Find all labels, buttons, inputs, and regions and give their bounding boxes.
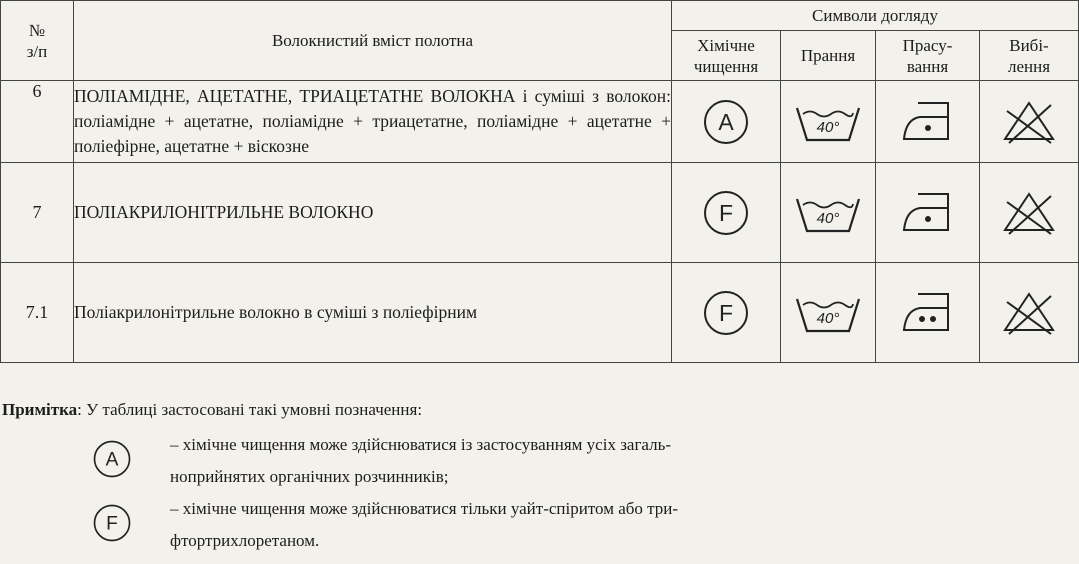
- no-bleach-icon: [1001, 290, 1057, 336]
- header-care-group-text: Символи догляду: [812, 6, 938, 25]
- row-number-text: 6: [32, 81, 42, 101]
- row-content-text: ПОЛІАМІДНЕ, АЦЕТАТНЕ, ТРИАЦЕТАТНЕ ВОЛОКНА і суміші з волокон: поліамідне + ацетатне, поліамідне + триацетатне, поліамідне + ацетатне + поліефірне, ацетатне + віскозне: [74, 86, 671, 156]
- legend-description: [170, 493, 770, 557]
- legend-letter: F: [106, 513, 118, 535]
- no-bleach-icon: [1001, 99, 1057, 145]
- header-care-group: [672, 1, 1079, 31]
- wash-tub-icon: [793, 100, 863, 144]
- wash-cell: [781, 163, 876, 263]
- dry-clean-cell: [672, 81, 781, 163]
- dry-clean-f-icon: [92, 503, 132, 543]
- header-content: [74, 1, 672, 81]
- header-wash-text: Прання: [800, 46, 856, 65]
- bleach-cell: [980, 81, 1079, 163]
- header-num-text: № з/п: [26, 20, 48, 61]
- row-content-text: Поліакрилонітрильне волокно в суміші з поліефірним: [74, 302, 478, 322]
- legend-line: – хімічне чищення може здійснюватися із застосуванням усіх загаль-: [170, 435, 672, 454]
- legend-line: фтортрихлоретаном.: [170, 531, 320, 550]
- wash-tub-icon: [793, 291, 863, 335]
- row-content: [74, 81, 672, 163]
- row-number: [1, 81, 74, 163]
- wash-temp-label: 40°: [816, 118, 840, 136]
- dry-clean-a-icon: [92, 439, 132, 479]
- no-bleach-icon: [1001, 190, 1057, 236]
- iron-cell: [876, 81, 980, 163]
- wash-cell: [781, 263, 876, 363]
- dry-clean-icon: [702, 289, 750, 337]
- row-content: [74, 263, 672, 363]
- table-row: [1, 81, 1079, 163]
- note-text: : У таблиці застосовані такі умовні позначення:: [77, 400, 423, 419]
- dry-clean-icon: [702, 98, 750, 146]
- legend-letter: A: [105, 449, 119, 471]
- header-bleach-text: Вибі- лення: [1007, 35, 1051, 76]
- row-number: [1, 263, 74, 363]
- dry-clean-letter: A: [718, 108, 734, 135]
- bleach-cell: [980, 163, 1079, 263]
- header-dry-clean: [672, 31, 781, 81]
- iron-icon: [898, 190, 958, 236]
- iron-cell: [876, 263, 980, 363]
- bleach-cell: [980, 263, 1079, 363]
- row-content-text: ПОЛІАКРИЛОНІТРИЛЬНЕ ВОЛОКНО: [74, 202, 374, 222]
- header-iron-text: Прасу- вання: [902, 35, 953, 76]
- dry-clean-letter: F: [718, 299, 734, 326]
- table-row: [1, 263, 1079, 363]
- header-wash: [781, 31, 876, 81]
- wash-temp-label: 40°: [816, 209, 840, 227]
- header-content-text: Волокнистий вміст полотна: [271, 31, 474, 50]
- row-content: [74, 163, 672, 263]
- wash-cell: [781, 81, 876, 163]
- iron-dot: [919, 316, 925, 322]
- legend-description: [170, 429, 770, 493]
- note-line: [2, 400, 422, 420]
- iron-dot: [925, 216, 931, 222]
- legend-line: – хімічне чищення може здійснюватися тільки уайт-спіритом або три-: [170, 499, 679, 518]
- iron-dot: [925, 125, 931, 131]
- iron-icon: [898, 99, 958, 145]
- row-number-text: 7: [32, 202, 42, 222]
- table-row: [1, 163, 1079, 263]
- iron-icon: [898, 290, 958, 336]
- wash-tub-icon: [793, 191, 863, 235]
- row-number: [1, 163, 74, 263]
- legend-line: ноприйнятих органічних розчинників;: [170, 467, 449, 486]
- note-label: Примітка: [2, 400, 78, 419]
- dry-clean-icon: [702, 189, 750, 237]
- iron-cell: [876, 163, 980, 263]
- header-iron: [876, 31, 980, 81]
- dry-clean-cell: [672, 163, 781, 263]
- header-num: [1, 1, 74, 81]
- iron-dot: [930, 316, 936, 322]
- wash-temp-label: 40°: [816, 309, 840, 327]
- dry-clean-letter: F: [718, 199, 734, 226]
- row-number-text: 7.1: [25, 302, 49, 322]
- dry-clean-cell: [672, 263, 781, 363]
- header-dry-clean-text: Хімічне чищення: [693, 35, 759, 76]
- header-bleach: [980, 31, 1079, 81]
